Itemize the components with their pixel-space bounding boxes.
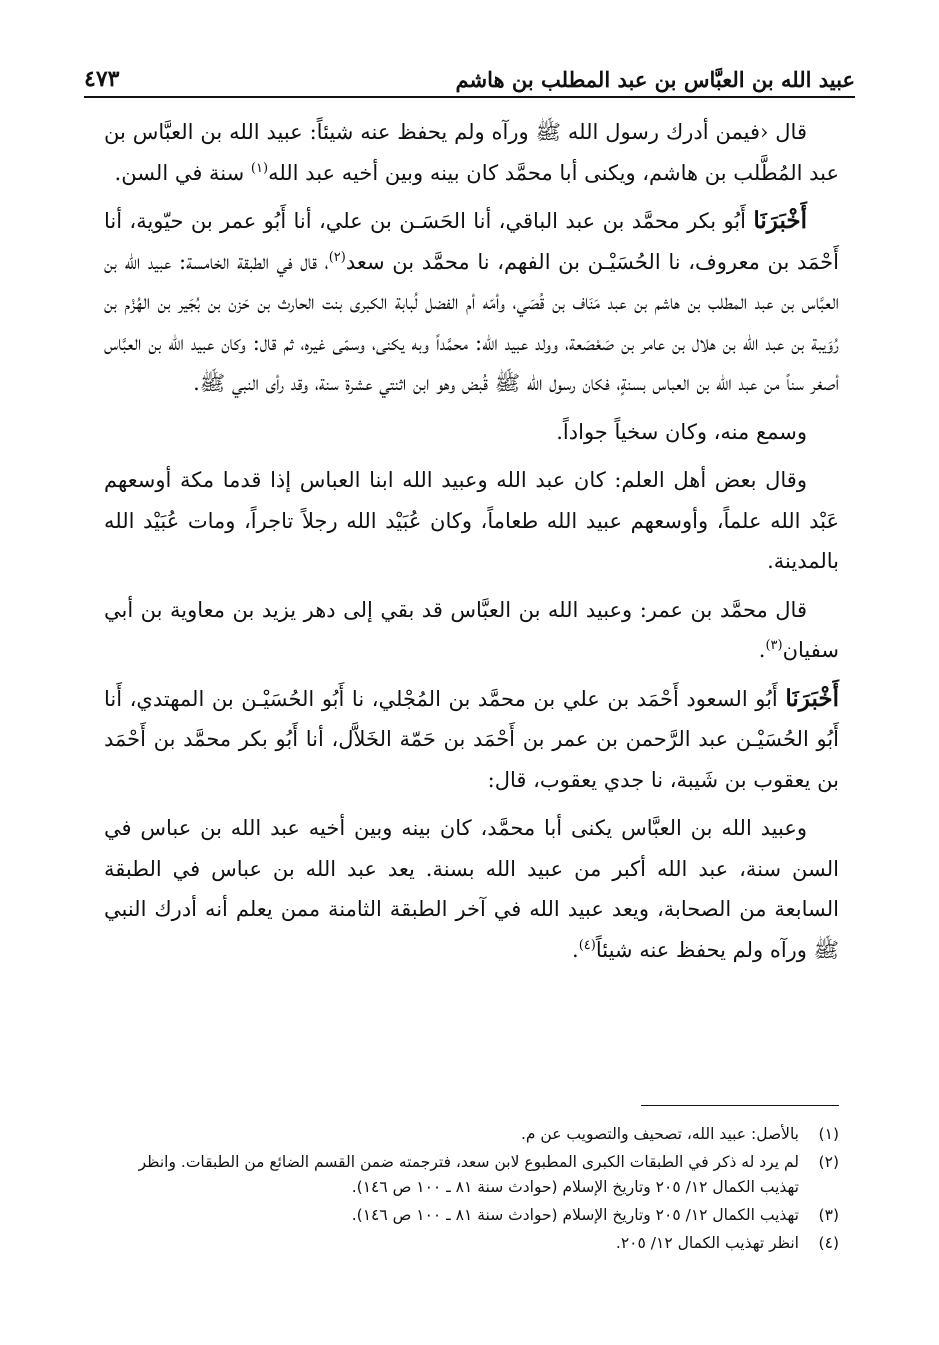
footnote-number: (١) xyxy=(818,1125,839,1143)
paragraph-6 xyxy=(104,679,839,801)
footnote-text: انظر تهذيب الكمال ١٢/ ٢٠٥. xyxy=(615,1234,799,1252)
isnad-lead: أَخْبَرَنَا xyxy=(785,684,839,712)
paragraph-5 xyxy=(104,590,839,671)
footnote-ref-4[interactable]: (٤) xyxy=(578,937,596,953)
footnote-4 xyxy=(104,1231,839,1256)
footnotes xyxy=(104,1122,839,1259)
page-number: ٤٧٣ xyxy=(84,66,120,92)
paragraph-text: قال ‹فيمن أدرك رسول الله ﷺ ورآه ولم يحفظ عنه شيئاً: عبيد الله بن العبَّاس بن عبد المُطَّلب بن هاشم، ويكنى أبا محمَّد كان بينه وبين أخيه عبد الله xyxy=(104,120,839,185)
footnote-number: (٤) xyxy=(818,1234,839,1252)
paragraph-2 xyxy=(104,201,839,404)
paragraph-1 xyxy=(104,112,839,193)
footnote-ref-3[interactable]: (٣) xyxy=(765,638,783,653)
footnote-1 xyxy=(104,1122,839,1147)
paragraph-3 xyxy=(104,412,839,453)
footnote-text: تهذيب الكمال ١٢/ ٢٠٥ وتاريخ الإسلام (حوادث سنة ٨١ ـ ١٠٠ ص ١٤٦). xyxy=(351,1206,799,1224)
paragraph-tail: . xyxy=(572,937,579,962)
paragraph-4 xyxy=(104,460,839,582)
footnote-separator xyxy=(641,1105,839,1106)
main-text xyxy=(104,112,839,978)
footnote-text: لم يرد له ذكر في الطبقات الكبرى المطبوع لابن سعد، فترجمته ضمن القسم الضائع من الطبقات. وانظر تهذيب الكمال ١٢/ ٢٠٥ وتاريخ الإسلام (حوادث سنة ٨١ ـ ١٠٠ ص ١٤٦). xyxy=(138,1153,799,1196)
paragraph-7 xyxy=(104,808,839,970)
paragraph-text: قال محمَّد بن عمر: وعبيد الله بن العبَّاس قد بقي إلى دهر يزيد بن معاوية بن أبي سفيان xyxy=(104,597,839,662)
footnote-2 xyxy=(104,1150,839,1200)
footnote-text: بالأصل: عبيد الله، تصحيف والتصويب عن م. xyxy=(520,1125,799,1143)
paragraph-tail: . xyxy=(758,638,766,662)
paragraph-text: أَبُو السعود أَحْمَد بن علي بن محمَّد بن المُجْلي، نا أَبُو الحُسَيْـن بن المهتدي، أَنا أَبُو الحُسَيْـن عبد الرَّحمن بن عمر بن أَحْمَد بن حَمّة الخَلاَّل، أنا أَبُو بكر محمَّد بن أَحْمَد بن يعقوب بن شَيبة، نا جدي يعقوب، قال: xyxy=(104,686,839,792)
running-title: عبيد الله بن العبَّاس بن عبد المطلب بن هاشم xyxy=(455,67,855,92)
footnote-number: (٢) xyxy=(818,1153,839,1171)
footnote-ref-1[interactable]: (١) xyxy=(250,160,269,176)
footnote-number: (٣) xyxy=(818,1206,839,1224)
paragraph-tail: ، قال في الطبقة الخامسة: عبيد الله بن العبَّاس بن عبد المطلب بن هاشم بن عبد مَنَاف بن قُصَي، وأمّه أم الفضل لُبابة الكبرى بنت الحارث بن حَزن بن بُجَير بن الهُزْم بن رُوَيبة بن عبد الله بن هلال بن عامر بن صَعْصَعة، وولد عبيد الله: محمَّداً وبه يكنى، وسمّى غيره، ثم قال: وكان عبيد الله بن العبَّاس أصغر سناً من عبد الله بن العباس بسنةٍ، فكان رسول الله ﷺ قُبض وهو ابن اثنتي عشرة سنة، وقد رأى النبي ﷺ. xyxy=(104,249,839,395)
footnote-3 xyxy=(104,1203,839,1228)
page-header xyxy=(84,50,855,98)
paragraph-text: وقال بعض أهل العلم: كان عبد الله وعبيد الله ابنا العباس إذا قدما مكة أوسعهم عَبْد الله علماً، وأوسعهم عبيد الله طعاماً، وكان عُبَيْد الله رجلاً تاجراً، ومات عُبَيْد الله بالمدينة. xyxy=(104,468,839,573)
footnote-ref-2[interactable]: (٢) xyxy=(328,249,346,265)
isnad-lead: أَخْبَرَنَا xyxy=(753,207,807,234)
paragraph-text: أَبُو بكر محمَّد بن عبد الباقي، أنا الحَسَـن بن علي، أنا أَبُو عمر بن حيّوية، أنا أَحْمَد بن معروف، نا الحُسَيْـن بن الفهم، نا محمَّد بن سعد xyxy=(104,209,839,274)
paragraph-text: وسمع منه، وكان سخياً جواداً. xyxy=(556,419,807,444)
paragraph-text: وعبيد الله بن العبَّاس يكنى أبا محمَّد، كان بينه وبين أخيه عبد الله بن عباس في السن سنة، عبد الله أكبر من عبيد الله بسنة. يعد عبد الله بن عباس في الطبقة السابعة من الصحابة، ويعد عبيد الله في آخر الطبقة الثامنة ممن يعلم أنه أدرك النبي ﷺ ورآه ولم يحفظ عنه شيئاً xyxy=(104,816,839,962)
paragraph-tail: سنة في السن. xyxy=(114,160,251,185)
